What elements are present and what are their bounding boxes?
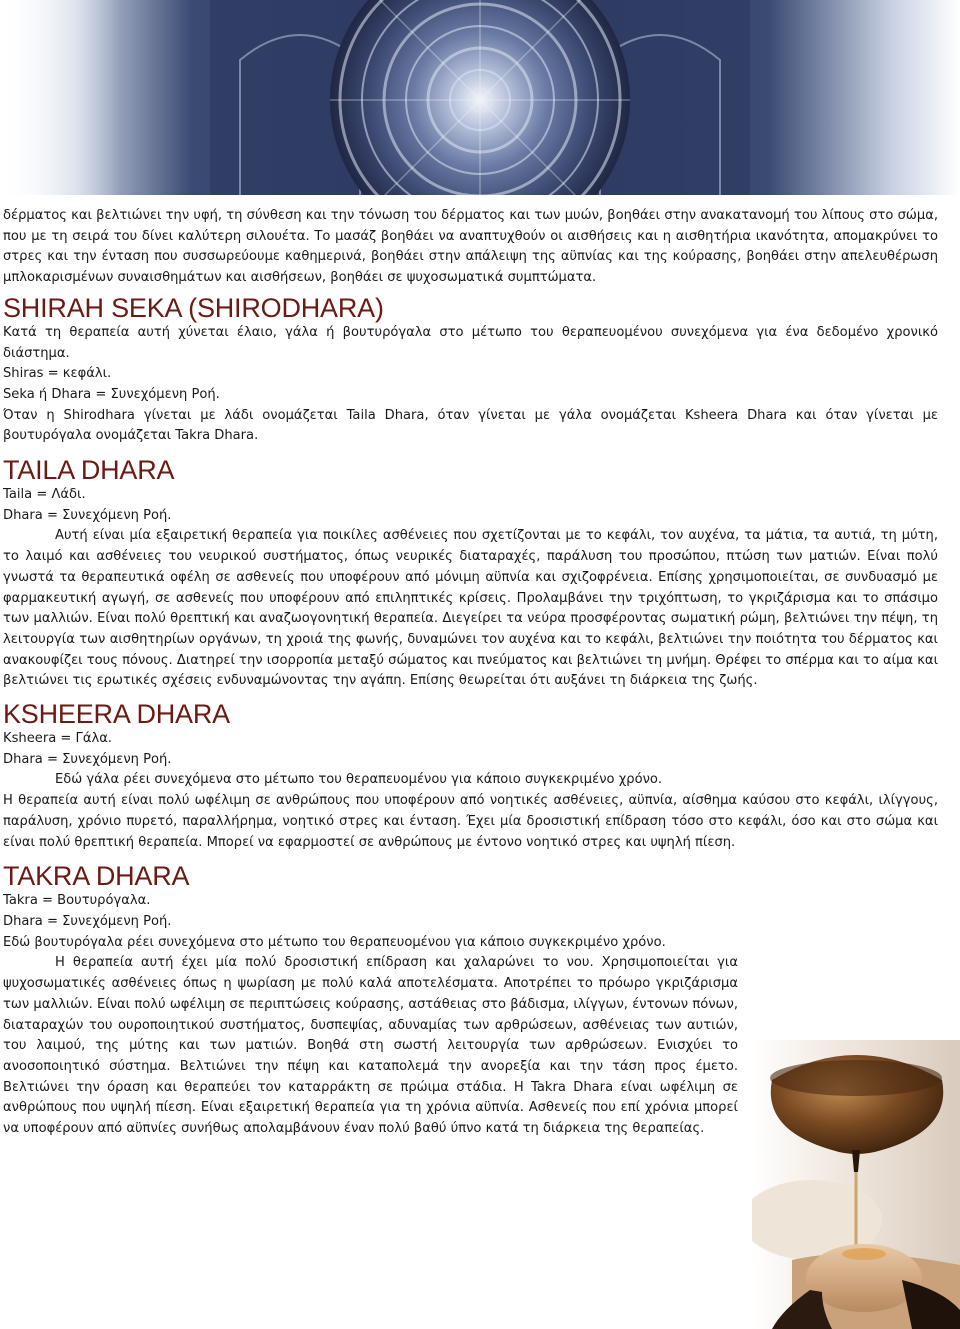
ksheera-intro: Εδώ γάλα ρέει συνεχόμενα στο μέτωπο του θεραπευομένου για κάποιο συγκεκριμένο χρόνο. xyxy=(55,772,663,788)
ksheera-body: Η θεραπεία αυτή είναι πολύ ωφέλιμη σε ανθρώπους που υποφέρουν από νοητικές ασθένειες, αϋπνία, αίσθημα καύσου στο κεφάλι, ιλίγγους, παράλυση, χρόνιο πυρετό, παραλλήρημα, νοητικό στρες και ένταση. Έχει μία δροσιστική επίδραση τόσο στο κεφάλι, όσο και στο σώμα και είναι πολύ θρεπτική θεραπεία. Μπορεί να εφαρμοστεί σε ανθρώπους με έντονο νοητικό στρες και υψηλή πίεση. xyxy=(3,793,938,850)
section-heading-ksheera-dhara: KSHEERA DHARA xyxy=(3,699,230,730)
shirah-note: Όταν η Shirodhara γίνεται με λάδι ονομάζεται Taila Dhara, όταν γίνεται με γάλα ονομάζεται Ksheera Dhara και όταν γίνεται με βουτυρόγαλα ονομάζεται Takra Dhara. xyxy=(3,407,938,444)
shirah-definition-seka: Seka ή Dhara = Συνεχόμενη Ροή. xyxy=(3,386,220,402)
taila-body: Αυτή είναι μία εξαιρετική θεραπεία για ποικίλες ασθένειες που σχετίζονται με το κεφάλι, τον αυχένα, τα μάτια, τα αυτιά, τη μύτη, το λαιμό και ασθένειες του νευρικού συστήματος, όπως νευρικές διαταραχές, παράλυση του προσώπου, πτώση των ματιών. Είναι πολύ γνωστά τα θεραπευτικά οφέλη σε ασθενείς που υποφέρουν από μόνιμη αϋπνία και σχιζοφρένεια. Επίσης χρησιμοποιείται, σε συνδυασμό με φαρμακευτική αγωγή, σε ασθενείς που υποφέρουν από επιληπτικές κρίσεις. Προλαμβάνει την τριχόπτωση, το γκριζάρισμα και το σπάσιμο των μαλλιών. Είναι πολύ θρεπτική και αναζωογονητική θεραπεία. Διεγείρει τα νεύρα προσφέροντας σωματική ρώμη, βελτιώνει την πέψη, τη λειτουργία των αισθητηρίων οργάνων, τη χροιά της φωνής, δυναμώνει τον αυχένα και το κεφάλι, βελτιώνει την ποιότητα του δέρματος και ανακουφίζει τους πόνους. Διατηρεί την ισορροπία μεταξύ σώματος και πνεύματος και βελτιώνει τη μνήμη. Θρέφει το σπέρμα και το αίμα και βελτιώνει τις ερωτικές σχέσεις ενδυναμώνοντας την αγάπη. Επίσης θεωρείται ότι αυξάνει τη διάρκεια της ζωής. xyxy=(3,528,938,689)
section-heading-shirah-seka: SHIRAH SEKA (SHIRODHARA) xyxy=(3,292,384,323)
shirodhara-treatment-photo xyxy=(752,1040,960,1329)
takra-definition-dhara: Dhara = Συνεχόμενη Ροή. xyxy=(3,913,172,929)
takra-intro: Εδώ βουτυρόγαλα ρέει συνεχόμενα στο μέτωπο του θεραπευομένου για κάποιο συγκεκριμένο χρόνο. xyxy=(3,934,666,950)
ksheera-definition-dhara: Dhara = Συνεχόμενη Ροή. xyxy=(3,751,172,767)
section-heading-taila-dhara: TAILA DHARA xyxy=(3,455,175,486)
taila-definition-taila: Taila = Λάδι. xyxy=(3,487,86,503)
article-body xyxy=(3,206,938,1140)
dome-ceiling-banner-image xyxy=(0,0,960,195)
takra-definition-takra: Takra = Βουτυρόγαλα. xyxy=(3,893,151,909)
shirah-description: Κατά τη θεραπεία αυτή χύνεται έλαιο, γάλα ή βουτυρόγαλα στο μέτωπο του θεραπευομένου συνεχόμενα για ένα δεδομένο χρονικό διάστημα. xyxy=(3,324,938,361)
ksheera-definition-ksheera: Ksheera = Γάλα. xyxy=(3,731,112,747)
section-heading-takra-dhara: TAKRA DHARA xyxy=(3,861,190,892)
intro-paragraph: δέρματος και βελτιώνει την υφή, τη σύνθεση και την τόνωση του δέρματος και των μυών, βοηθάει στην ανακατανομή του λίπους στο σώμα, που με τη σειρά του δίνει καλύτερη σιλουέτα. Το μασάζ βοηθάει να αναπτυχθούν οι αισθήσεις και η αισθητήρια ικανότητα, απομακρύνει το στρες και την ένταση που συσσωρεύουμε καθημερινά, βοηθάει στην απάλειψη της αϋπνίας και της κούρασης, βοηθάει στην απελευθέρωση μπλοκαρισμένων συναισθημάτων και αισθήσεων, βοηθάει σε ψυχοσωματικά συμπτώματα. xyxy=(3,208,938,286)
taila-definition-dhara: Dhara = Συνεχόμενη Ροή. xyxy=(3,507,172,523)
takra-body: Η θεραπεία αυτή έχει μία πολύ δροσιστική επίδραση και χαλαρώνει το νου. Χρησιμοποιείται για ψυχοσωματικές ασθένειες όπως η ψωρίαση με πολύ καλά αποτελέσματα. Αποτρέπει το πρόωρο γκριζάρισμα των μαλλιών. Είναι πολύ ωφέλιμη σε περιπτώσεις κούρασης, αστάθειας στο βάδισμα, ιλίγγων, έντονων πόνων, διαταραχών του ουροποιητικού συστήματος, δυσπεψίας, αδυναμίας των αρθρώσεων, ασθένειας των αυτιών, του λαιμού, της μύτης και των ματιών. Βοηθά στη σωστή λειτουργία των αρθρώσεων. Ενισχύει το ανοσοποιητικό σύστημα. Βελτιώνει την πέψη και καταπολεμά την ανορεξία και την τάση προς έμετο. Βελτιώνει την όραση και θεραπεύει τον καταρράκτη σε πρώιμα στάδια. Η Takra Dhara είναι ωφέλιμη σε ανθρώπους που υψηλή πίεση. Είναι εξαιρετική θεραπεία για τη χρόνια αϋπνία. Ασθενείς που επί χρόνια μπορεί να υποφέρουν από αϋπνίες συνήθως απολαμβάνουν έναν πολύ βαθύ ύπνο κατά τη διάρκεια της θεραπείας. xyxy=(3,955,738,1137)
shirah-definition-shiras: Shiras = κεφάλι. xyxy=(3,366,112,382)
